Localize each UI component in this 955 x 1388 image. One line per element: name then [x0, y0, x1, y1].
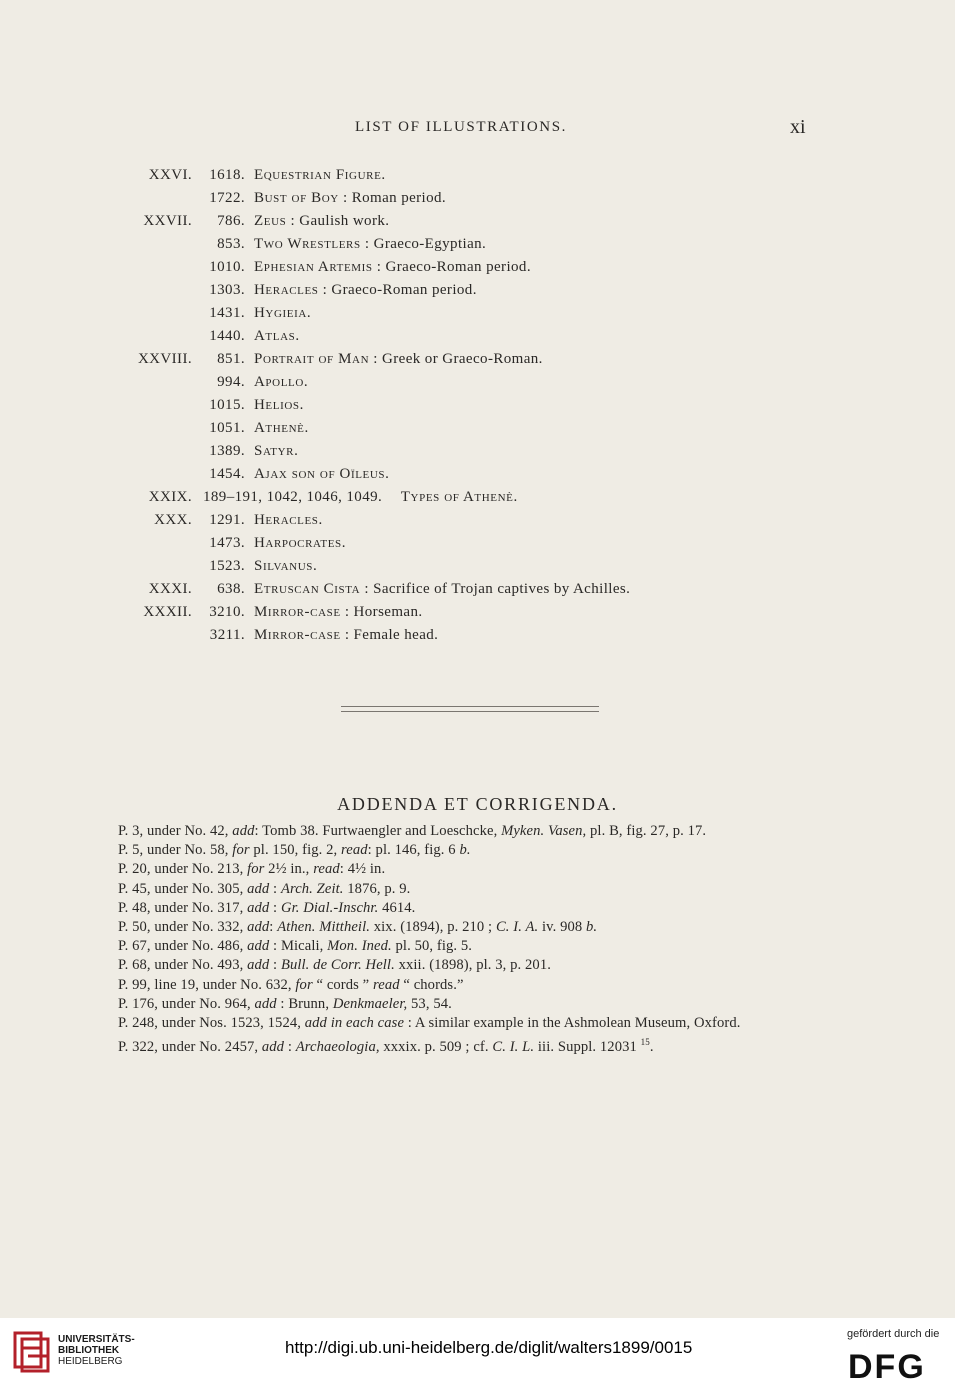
entry-text: : 4½ in. [339, 861, 386, 878]
catalogue-number: 1454. [209, 466, 245, 482]
entry-text: iii. Suppl. 12031 [534, 1039, 641, 1056]
illustration-row [0, 233, 955, 256]
entry-text: : Brunn, [276, 995, 333, 1012]
illustration-title: Etruscan Cista [254, 581, 361, 597]
italic-text: Denkmaeler, [332, 995, 408, 1012]
illustration-row [0, 325, 955, 348]
plate-number: XXX. [154, 512, 192, 528]
catalogue-number: 1523. [209, 558, 245, 574]
entry-text: P. 176, under No. 964, [118, 995, 255, 1012]
illustration-title: Types of Athenè. [400, 489, 518, 505]
illustration-row [0, 578, 955, 601]
entry-text: P. 67, under No. 486, [118, 938, 248, 955]
illustration-row [0, 302, 955, 325]
entry-text: : [269, 957, 281, 974]
illustration-description [254, 509, 323, 532]
library-name [58, 1334, 135, 1367]
entry-text: xix. (1894), p. 210 ; [370, 919, 496, 936]
italic-text: add in each case [304, 1015, 405, 1032]
entry-text: iv. 908 [538, 919, 587, 936]
entry-text: : [269, 919, 278, 936]
catalogue-number: 189–191, 1042, 1046, 1049. [203, 489, 383, 505]
italic-text: add [247, 957, 270, 974]
page-number: xi [790, 116, 806, 138]
entry-text: “ cords ” [312, 976, 374, 993]
plate-number: XXIX. [148, 489, 192, 505]
entry-text: P. 99, line 19, under No. 632, [118, 976, 296, 993]
illustration-title: Equestrian Figure. [254, 167, 386, 183]
dfg-logo: DFG [848, 1348, 926, 1386]
illustration-row [0, 601, 955, 624]
illustration-note: : Horseman. [340, 604, 423, 620]
illustration-title: Two Wrestlers [254, 236, 361, 252]
catalogue-number: 1431. [209, 305, 245, 321]
illustration-title: Apollo. [254, 374, 309, 390]
illustration-title: Hygieia. [254, 305, 312, 321]
italic-text: Mon. Ined. [327, 938, 392, 955]
italic-text: read [341, 842, 368, 859]
catalogue-number: 1618. [209, 167, 245, 183]
entry-text: xxii. (1898), pl. 3, p. 201. [394, 957, 551, 974]
catalogue-number: 1010. [209, 259, 245, 275]
italic-text: C. I. A. [495, 919, 539, 936]
catalogue-number: 1051. [209, 420, 245, 436]
illustration-title: Bust of Boy [254, 190, 339, 206]
illustration-description [254, 233, 486, 256]
italic-text: C. I. L. [492, 1039, 535, 1056]
italic-text: read [313, 861, 340, 878]
plate-number: XXVII. [143, 213, 192, 229]
entry-text: 4614. [378, 899, 416, 916]
illustration-description [254, 187, 446, 210]
addenda-entry [118, 976, 818, 995]
illustration-row [0, 210, 955, 233]
entry-text: P. 248, under Nos. 1523, 1524, [118, 1015, 305, 1032]
catalogue-number: 1015. [209, 397, 245, 413]
catalogue-number: 1389. [209, 443, 245, 459]
italic-text: read [373, 976, 400, 993]
university-library-logo [12, 1330, 52, 1374]
illustration-title: Mirror-case [254, 604, 341, 620]
plate-number: XXXI. [148, 581, 192, 597]
illustration-note: : Graeco-Roman period. [318, 282, 477, 298]
addenda-title: ADDENDA ET CORRIGENDA. [337, 794, 618, 814]
entry-text: 1876, p. 9. [343, 880, 411, 897]
entry-text: P. 45, under No. 305, [118, 880, 248, 897]
catalogue-number: 1303. [209, 282, 245, 298]
illustration-description [254, 463, 389, 486]
illustration-title: Mirror-case [254, 627, 341, 643]
entry-text: “ chords.” [399, 976, 464, 993]
illustration-description [254, 348, 543, 371]
illustration-note: : Greek or Graeco-Roman. [369, 351, 543, 367]
entry-text: : [269, 880, 281, 897]
illustration-description [401, 486, 518, 509]
illustration-description [254, 601, 423, 624]
addenda-entry [118, 822, 818, 841]
entry-text: P. 68, under No. 493, [118, 957, 248, 974]
addenda-list [118, 822, 818, 1057]
addenda-entry [118, 937, 818, 956]
illustration-description [254, 210, 389, 233]
running-head-title: LIST OF ILLUSTRATIONS. [355, 119, 568, 135]
illustration-description [254, 256, 531, 279]
italic-text: Athen. Mittheil. [277, 919, 370, 936]
illustration-title: Helios. [254, 397, 304, 413]
library-line: BIBLIOTHEK [58, 1345, 120, 1356]
italic-text: Gr. Dial.-Inschr. [280, 899, 379, 916]
entry-text: . [649, 1039, 654, 1056]
illustration-row [0, 164, 955, 187]
catalogue-number: 638. [217, 581, 245, 597]
illustration-title: Athenè. [254, 420, 309, 436]
illustration-title: Portrait of Man [254, 351, 370, 367]
illustration-description [254, 578, 630, 601]
footer-bar [0, 1318, 955, 1388]
illustration-row [0, 624, 955, 647]
catalogue-number: 851. [217, 351, 245, 367]
italic-text: add [232, 823, 255, 839]
italic-text: add [247, 899, 270, 916]
illustration-title: Harpocrates. [254, 535, 347, 551]
catalogue-number: 1722. [209, 190, 245, 206]
entry-text: pl. 150, fig. 2, [249, 842, 342, 859]
entry-text: 15 [640, 1037, 650, 1048]
italic-text: for [247, 861, 265, 878]
italic-text: Myken. Vasen, [501, 823, 587, 839]
addenda-entry [118, 841, 818, 860]
illustration-title: Silvanus. [254, 558, 318, 574]
entry-text: : pl. 146, fig. 6 [367, 842, 460, 859]
illustration-title: Heracles [254, 282, 319, 298]
entry-text: P. 20, under No. 213, [118, 861, 248, 878]
catalogue-number: 853. [217, 236, 245, 252]
illustration-note: : Female head. [340, 627, 439, 643]
page-url-link[interactable]: http://digi.ub.uni-heidelberg.de/diglit/walters1899/0015 [285, 1338, 693, 1357]
illustration-description [254, 164, 386, 187]
entry-text: : Micali, [269, 938, 328, 955]
addenda-entry [118, 880, 818, 899]
illustration-description [254, 371, 308, 394]
illustration-note: : Graeco-Roman period. [372, 259, 531, 275]
illustration-title: Satyr. [254, 443, 299, 459]
italic-text: for [232, 842, 250, 859]
addenda-entry [118, 995, 818, 1014]
illustration-description [254, 440, 298, 463]
section-divider [341, 706, 599, 712]
illustrations-list [0, 164, 955, 647]
italic-text: b. [586, 919, 598, 936]
italic-text: Bull. de Corr. Hell. [280, 957, 395, 974]
entry-text: P. 3, under No. 42, [118, 823, 233, 839]
illustration-description [254, 302, 311, 325]
entry-text: P. 5, under No. 58, [118, 842, 233, 859]
italic-text: add [247, 919, 270, 936]
catalogue-number: 786. [217, 213, 245, 229]
dfg-funding-label: gefördert durch die [847, 1328, 940, 1340]
catalogue-number: 1473. [209, 535, 245, 551]
illustration-title: Atlas. [254, 328, 300, 344]
plate-number: XXVI. [148, 167, 192, 183]
catalogue-number: 1440. [209, 328, 245, 344]
illustration-title: Ajax son of Oïleus. [254, 466, 390, 482]
entry-text: pl. B, fig. 27, p. 17. [586, 823, 707, 839]
illustration-note: : Roman period. [338, 190, 447, 206]
illustration-description [254, 417, 309, 440]
illustration-description [254, 279, 477, 302]
entry-text: 2½ in., [264, 861, 314, 878]
illustration-row [0, 348, 955, 371]
italic-text: add [261, 1039, 285, 1056]
plate-number: XXVIII. [137, 351, 192, 367]
library-line: HEIDELBERG [58, 1356, 123, 1367]
illustration-note: : Sacrifice of Trojan captives by Achilles. [360, 581, 631, 597]
entry-text: : [269, 899, 281, 916]
entry-text: 53, 54. [407, 995, 452, 1012]
illustration-title: Zeus [254, 213, 287, 229]
illustration-row [0, 440, 955, 463]
illustration-description [254, 624, 438, 647]
illustration-row [0, 532, 955, 555]
entry-text: P. 48, under No. 317, [118, 899, 248, 916]
illustration-row [0, 279, 955, 302]
italic-text: add [254, 995, 277, 1012]
illustration-title: Ephesian Artemis [254, 259, 373, 275]
entry-text: P. 322, under No. 2457, [118, 1039, 262, 1056]
catalogue-number: 1291. [209, 512, 245, 528]
illustration-row [0, 371, 955, 394]
addenda-entry [118, 1014, 818, 1033]
illustration-description [254, 555, 317, 578]
entry-text: P. 50, under No. 332, [118, 919, 248, 936]
illustration-row [0, 463, 955, 486]
illustration-row [0, 555, 955, 578]
entry-text: pl. 50, fig. 5. [391, 938, 473, 955]
running-head [0, 116, 955, 140]
illustration-row [0, 187, 955, 210]
plate-number: XXXII. [143, 604, 192, 620]
illustration-row [0, 394, 955, 417]
addenda-entry [118, 860, 818, 879]
illustration-note: : Gaulish work. [286, 213, 390, 229]
illustration-description [254, 325, 300, 348]
italic-text: b. [459, 842, 471, 859]
entry-text: : A similar example in the Ashmolean Museum, Oxford. [404, 1015, 741, 1032]
illustration-row [0, 256, 955, 279]
addenda-entry [118, 1033, 818, 1057]
illustration-row [0, 417, 955, 440]
entry-text: : [284, 1039, 296, 1056]
italic-text: add [247, 880, 270, 897]
catalogue-number: 994. [217, 374, 245, 390]
italic-text: for [295, 976, 313, 993]
illustration-row [0, 509, 955, 532]
addenda-entry [118, 899, 818, 918]
italic-text: Archaeologia, [295, 1039, 380, 1056]
library-line: UNIVERSITÄTS- [58, 1334, 135, 1345]
entry-text: xxxix. p. 509 ; cf. [379, 1039, 493, 1056]
illustration-title: Heracles. [254, 512, 323, 528]
entry-text: : Tomb 38. Furtwaengler and Loeschcke, [254, 823, 502, 839]
illustration-description [254, 394, 304, 417]
italic-text: Arch. Zeit. [280, 880, 344, 897]
addenda-entry [118, 956, 818, 975]
italic-text: add [247, 938, 270, 955]
illustration-note: : Graeco-Egyptian. [360, 236, 487, 252]
catalogue-number: 3210. [209, 604, 245, 620]
illustration-description [254, 532, 346, 555]
illustration-row [0, 486, 955, 509]
catalogue-number: 3211. [209, 627, 245, 643]
addenda-entry [118, 918, 818, 937]
